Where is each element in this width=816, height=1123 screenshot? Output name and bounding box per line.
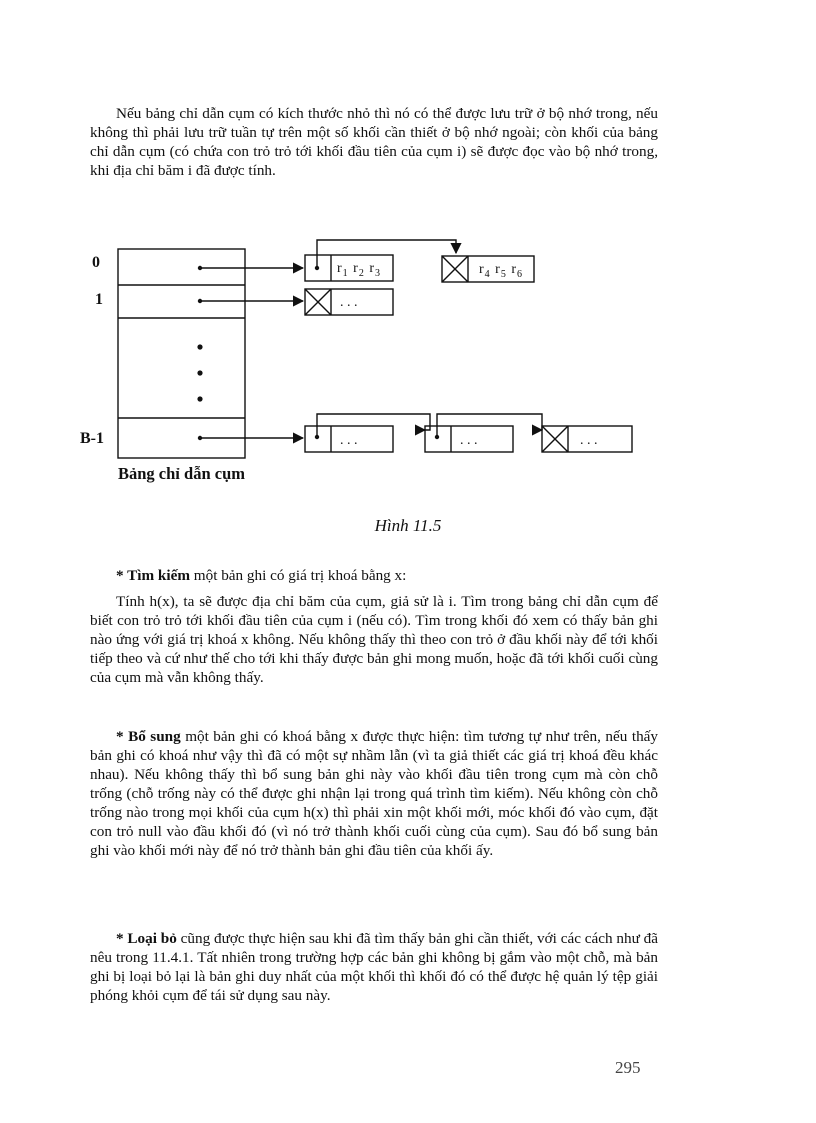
ellipsis: . . .: [340, 433, 358, 448]
search-term: * Tìm kiếm: [116, 567, 190, 584]
search-heading: [90, 566, 658, 585]
ellipsis: . . .: [340, 295, 358, 310]
figure-11-5: [70, 232, 670, 502]
page-number: 295: [615, 1058, 641, 1077]
insert-text: một bản ghi có khoá bằng x được thực hiện: tìm tương tự như trên, nếu thấy bản ghi có khoá như vậy thì đã có một sự nhầm lẫn (vì ta giả thiết các giá trị khoá đều khác nhau). Nếu không thấy thì bổ sung bản ghi này vào khối đầu tiên trong cụm mà còn chỗ trống (chỗ trống này có thể được ghi nhận lại trong quá trình tìm kiếm). Nếu không còn chỗ trống nào trong mọi khối của cụm h(x) thì phải xin một khối mới, móc khối đó vào cụm, đặt con trỏ null vào đầu khối đó (vì nó trở thành khối cuối cùng của cụm). Sau đó bổ sung bản ghi vào khối mới này để nó trở thành bản ghi đầu tiên của khối ấy.: [90, 728, 658, 859]
ellipsis: . . .: [580, 433, 598, 448]
row-label-b1: B-1: [80, 430, 104, 447]
search-paragraph: Tính h(x), ta sẽ được địa chỉ băm của cụm, giả sử là i. Tìm trong bảng chỉ dẫn cụm để biết con trỏ trỏ tới khối đầu tiên của cụm i (nếu có). Tìm trong khối đó xem có thấy bản ghi nào ứng với giá trị khoá x không. Nếu không thấy thì theo con trỏ ở đầu khối này để tới khối tiếp theo và cứ như thế cho tới khi thấy được bản ghi mong muốn, hoặc đã tới khối cuối cùng của cụm mà vẫn không thấy.: [90, 593, 658, 686]
insert-term: * Bổ sung: [116, 728, 181, 745]
records-r1-r3: $r_1$ $r_2$ $r_3$: [337, 261, 382, 279]
delete-text: cũng được thực hiện sau khi đã tìm thấy bản ghi cần thiết, với các cách như đã nêu trong 11.4.1. Tất nhiên trong trường hợp các bản ghi không bị gắm vào một chỗ, mà bản ghi bị loại bỏ lại là bản ghi duy nhất của một khối thì khối đó có thể được hệ quản lý tệp giải phóng khỏi cụm để tái sử dụng sau này.: [90, 930, 659, 1004]
figure-caption: Hình 11.5: [374, 516, 442, 535]
ellipsis-dot: [197, 396, 202, 401]
search-heading-rest: một bản ghi có giá trị khoá bằng x:: [189, 567, 407, 584]
row-label-0: 0: [92, 254, 100, 271]
insert-paragraph: [90, 727, 658, 860]
directory-table: [118, 249, 245, 458]
delete-paragraph: [90, 929, 658, 1005]
ellipsis: . . .: [460, 433, 478, 448]
delete-term: * Loại bỏ: [116, 930, 177, 947]
ellipsis-dot: [197, 344, 202, 349]
intro-paragraph: Nếu bảng chỉ dẫn cụm có kích thước nhỏ thì nó có thể được lưu trữ ở bộ nhớ trong, nếu không thì phải lưu trữ tuần tự trên một số khối cần thiết ở bộ nhớ ngoài; còn khối của bảng chỉ dẫn cụm (có chứa con trỏ trỏ tới khối đầu tiên của cụm i) sẽ được đọc vào bộ nhớ trong, khi địa chỉ băm i đã được tính.: [90, 105, 658, 179]
table-title: Bảng chỉ dẫn cụm: [118, 464, 245, 483]
ellipsis-dot: [197, 370, 202, 375]
row-label-1: 1: [95, 291, 103, 308]
records-r4-r6: $r_4$ $r_5$ $r_6$: [479, 262, 524, 280]
